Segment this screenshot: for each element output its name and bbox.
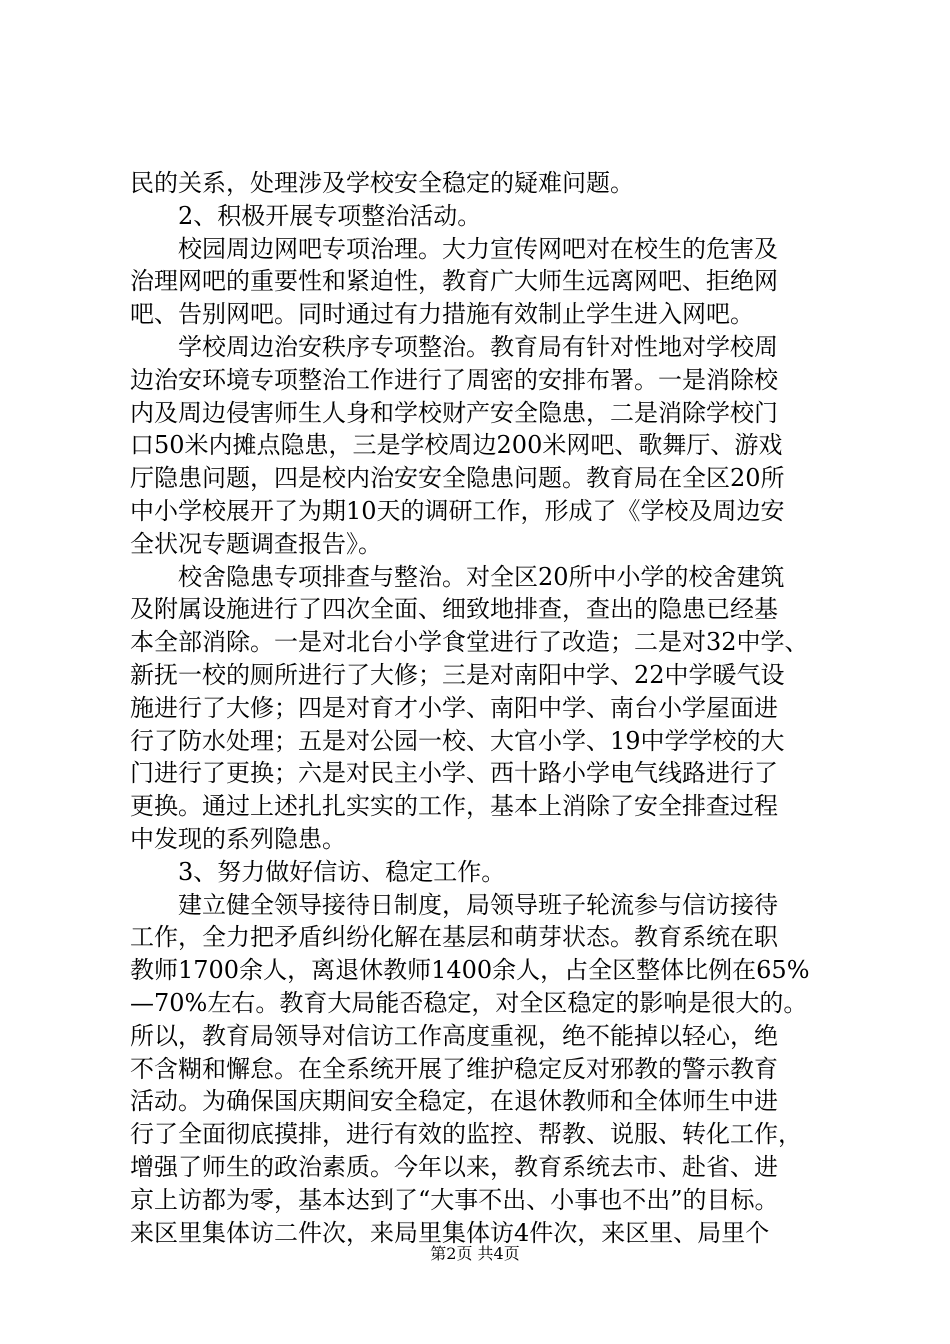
text-line: 治理网吧的重要性和紧迫性，教育广大师生远离网吧、拒绝网 [130, 267, 778, 296]
text-line: 教师1700余人，离退休教师1400余人，占全区整体比例在65% [130, 956, 810, 985]
text-line: 边治安环境专项整治工作进行了周密的安排布署。一是消除校 [130, 365, 778, 394]
text-line: 不含糊和懈怠。在全系统开展了维护稳定反对邪教的警示教育 [130, 1054, 778, 1083]
text-line: 行了防水处理；五是对公园一校、大官小学、19中学学校的大 [130, 726, 785, 755]
text-line: 厅隐患问题，四是校内治安安全隐患问题。教育局在全区20所 [130, 464, 785, 493]
text-line: 中发现的系列隐患。 [130, 824, 346, 853]
text-line: 增强了师生的政治素质。今年以来，教育系统去市、赴省、进 [130, 1152, 778, 1181]
text-line: 更换。通过上述扎扎实实的工作，基本上消除了安全排查过程 [130, 792, 778, 821]
body-text [130, 167, 830, 1249]
text-line: 新抚一校的厕所进行了大修；三是对南阳中学、22中学暖气设 [130, 660, 785, 689]
text-line: 内及周边侵害师生人身和学校财产安全隐患，二是消除学校门 [130, 398, 778, 427]
text-line: 所以，教育局领导对信访工作高度重视，绝不能掉以轻心，绝 [130, 1021, 778, 1050]
text-line: 来区里集体访二件次，来局里集体访4件次，来区里、局里个 [130, 1218, 770, 1247]
text-line: 活动。为确保国庆期间安全稳定，在退休教师和全体师生中进 [130, 1087, 778, 1116]
text-line: 3、努力做好信访、稳定工作。 [130, 857, 506, 886]
text-line: 2、积极开展专项整治活动。 [130, 201, 482, 230]
text-line: 校舍隐患专项排查与整治。对全区20所中小学的校舍建筑 [130, 562, 785, 591]
text-line: 施进行了大修；四是对育才小学、南阳中学、南台小学屋面进 [130, 693, 778, 722]
text-line: 全状况专题调查报告》。 [130, 529, 382, 558]
text-line: 本全部消除。一是对北台小学食堂进行了改造；二是对32中学、 [130, 628, 809, 657]
text-line: 中小学校展开了为期10天的调研工作，形成了《学校及周边安 [130, 496, 785, 525]
text-line: 及附属设施进行了四次全面、细致地排查，查出的隐患已经基 [130, 595, 778, 624]
text-line: 校园周边网吧专项治理。大力宣传网吧对在校生的危害及 [130, 234, 778, 263]
text-line: —70%左右。教育大局能否稳定，对全区稳定的影响是很大的。 [130, 988, 808, 1017]
text-line: 吧、告别网吧。同时通过有力措施有效制止学生进入网吧。 [130, 300, 754, 329]
text-line: 口50米内摊点隐患，三是学校周边200米网吧、歌舞厅、游戏 [130, 431, 783, 460]
page-footer: 第2页 共4页 [430, 1244, 520, 1263]
text-line: 门进行了更换；六是对民主小学、西十路小学电气线路进行了 [130, 759, 778, 788]
text-line: 学校周边治安秩序专项整治。教育局有针对性地对学校周 [130, 332, 778, 361]
text-line: 建立健全领导接待日制度，局领导班子轮流参与信访接待 [130, 890, 778, 919]
text-line: 民的关系，处理涉及学校安全稳定的疑难问题。 [130, 169, 634, 197]
text-line: 京上访都为零，基本达到了“大事不出、小事也不出”的目标。 [130, 1185, 779, 1214]
text-line: 工作，全力把矛盾纠纷化解在基层和萌芽状态。教育系统在职 [130, 923, 778, 952]
text-line: 行了全面彻底摸排，进行有效的监控、帮教、说服、转化工作， [130, 1120, 802, 1149]
